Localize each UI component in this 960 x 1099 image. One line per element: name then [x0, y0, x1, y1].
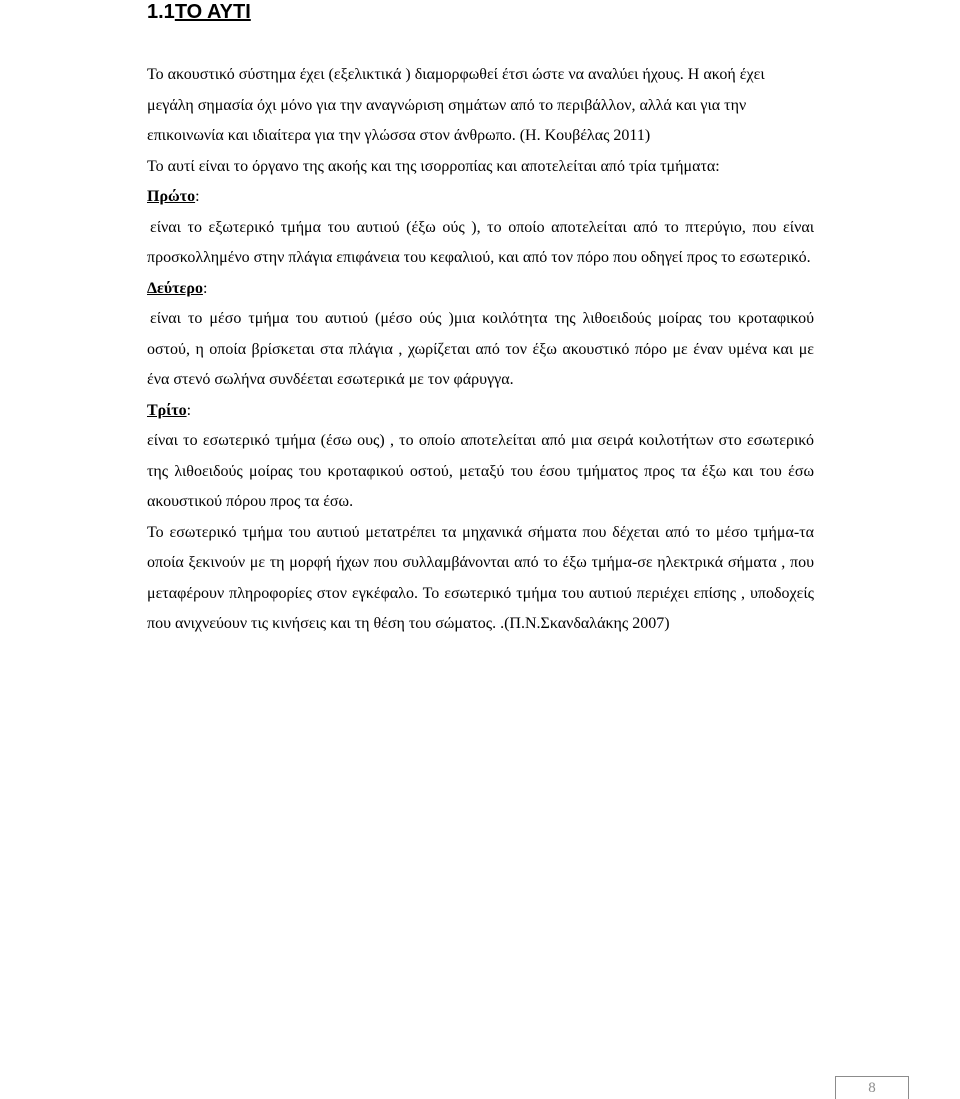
intro-paragraph: Το ακουστικό σύστημα έχει (εξελικτικά ) διαμορφωθεί έτσι ώστε να αναλύει ήχους. Η ακοή έχει μεγάλη σημασία όχι μόνο για την αναγνώριση σημάτων από το περιβάλλον, αλλά και για την επικοινωνία και ιδιαίτερα για την γλώσσα στον άνθρωπο. (Η. Κουβέλας 2011) [147, 66, 765, 144]
section-first-text: είναι το εξωτερικό τμήμα του αυτιού (έξω ούς ), το οποίο αποτελείται από το πτερύγιο, που είναι προσκολλημένο στην πλάγια επιφάνεια του κεφαλιού, και από τον πόρο που οδηγεί προς το εσωτερικό. [147, 218, 814, 266]
closing-paragraph: Το εσωτερικό τμήμα του αυτιού μετατρέπει τα μηχανικά σήματα που δέχεται από το μέσο τμήμα-τα οποία ξεκινούν με τη μορφή ήχων που συλλαμβάνονται από το έξω τμήμα-σε ηλεκτρικά σήματα , που μεταφέρουν πληροφορίες στον εγκέφαλο. Το εσωτερικό τμήμα του αυτιού περιέχει επίσης , υποδοχείς που ανιχνεύουν τις κινήσεις και τη θέση του σώματος. .(Π.Ν.Σκανδαλάκης 2007) [147, 523, 814, 632]
page-number: 8 [868, 1080, 876, 1096]
section-second-text: είναι το μέσο τμήμα του αυτιού (μέσο ούς )μια κοιλότητα της λιθοειδούς μοίρας του κροταφικού οστού, η οποία βρίσκεται στα πλάγια , χωρίζεται από τον έξω ακουστικό πόρο με έναν υμένα και με ένα στενό σωλήνα συνδέεται εσωτερικά με τον φάρυγγα. [147, 310, 814, 388]
section-first-label-line: Πρώτο: [147, 188, 200, 205]
section-title: ΤΟ ΑΥΤΙ [174, 1, 251, 23]
intro-parts-sentence: Το αυτί είναι το όργανο της ακοής και της ισορροπίας και αποτελείται από τρία τμήματα: [147, 157, 720, 175]
intro-block [147, 60, 814, 182]
section-second-label: Δεύτερο [147, 279, 203, 297]
section-third-label: Τρίτο [147, 401, 187, 419]
section-third-label-line: Τρίτο: [147, 401, 192, 419]
page-number-box [835, 1076, 909, 1099]
section-second-label-line: Δεύτερο: [147, 279, 208, 297]
section-number: 1.1 [147, 1, 175, 23]
page-body [147, 60, 814, 640]
section-first-label: Πρώτο [147, 188, 196, 205]
section-heading [147, 0, 251, 24]
section-third-text: είναι το εσωτερικό τμήμα (έσω ους) , το οποίο αποτελείται από μια σειρά κοιλοτήτων στο εσωτερικό της λιθοειδούς μοίρας του κροταφικού οστού, μεταξύ του έσου τμήματος προς τα έξω και του έσω ακουστικού πόρου προς τα έσω. [147, 432, 814, 510]
